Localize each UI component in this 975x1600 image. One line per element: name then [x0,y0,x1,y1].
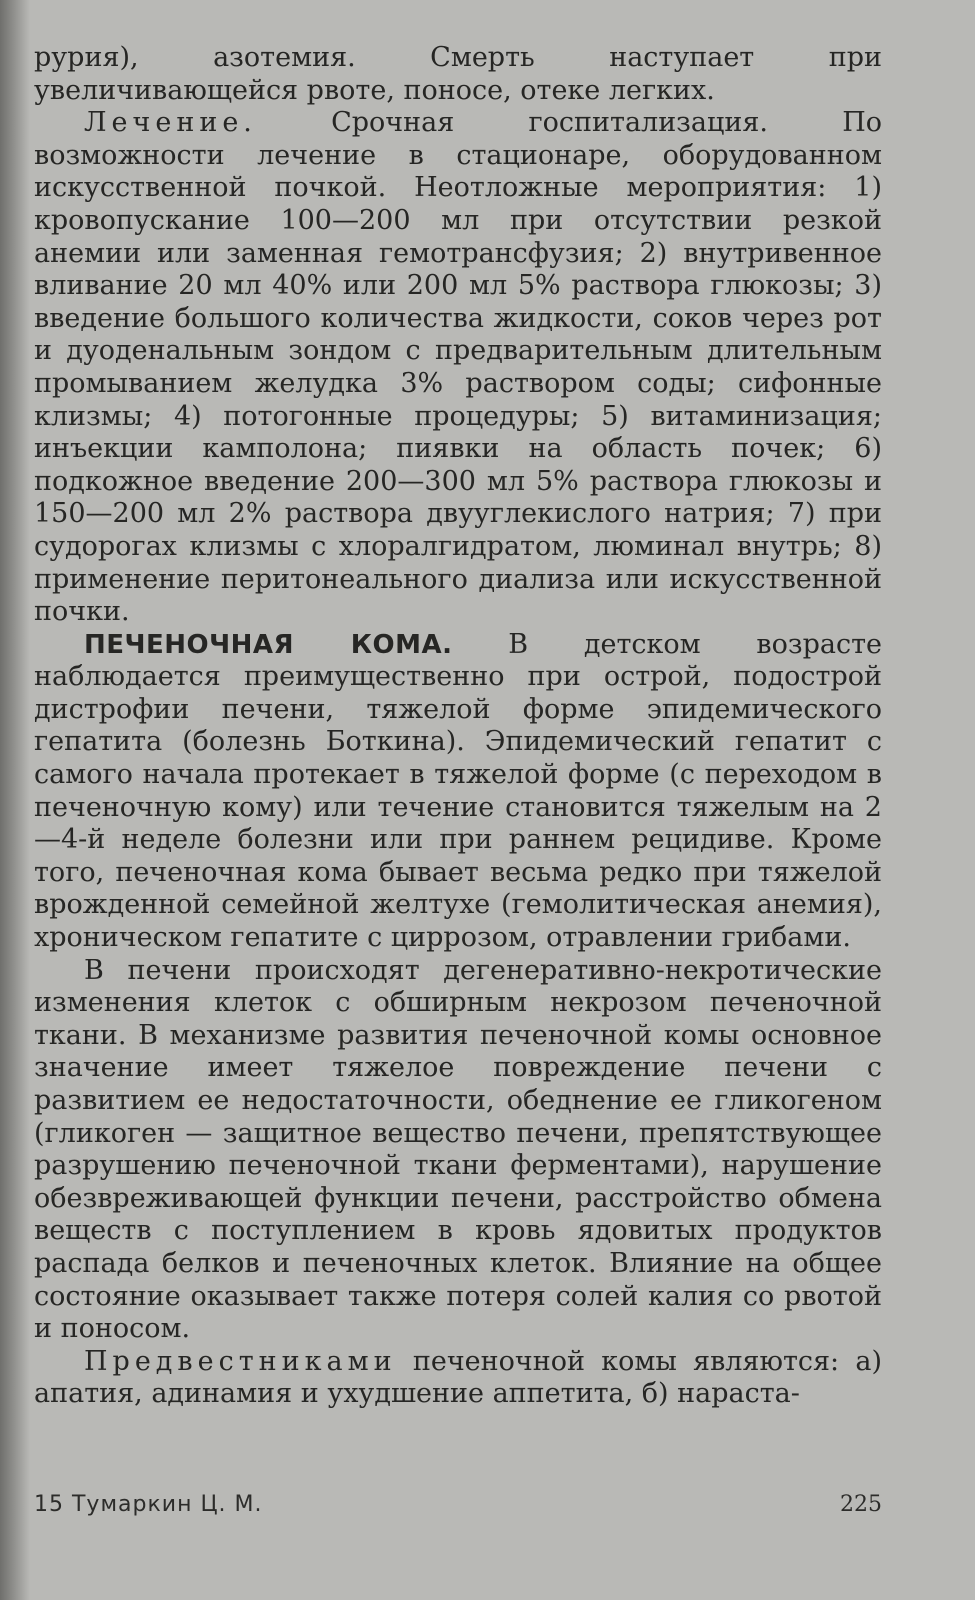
paragraph-text: В детском возрасте наблюдается преимущественно при острой, подострой дистрофии печени, тяжелой форме эпидемического гепатита (болезнь Боткина). Эпидемический гепатит с самого начала протекает в тяжелой форме (с переходом в печеночную кому) или течение становится тяжелым на 2—4-й неделе болезни или при раннем рецидиве. Кроме того, печеночная кома бывает весьма редко при тяжелой врожденной семейной желтухе (гемолитическая анемия), хроническом гепатите с циррозом, отравлении грибами. [34,628,882,954]
treatment-lead: Лечение. [84,107,257,139]
footer-author: 15 Тумаркин Ц. М. [34,1492,263,1517]
page-number: 225 [840,1492,882,1517]
paragraph-treatment [34,107,882,629]
paragraph-renal-continuation [34,42,882,107]
page-body [34,42,882,1411]
book-spine-shadow [0,0,30,1600]
paragraph-pathogenesis [34,955,882,1346]
section-heading-hepatic-coma: ПЕЧЕНОЧНАЯ КОМА. [84,629,453,660]
paragraph-text: рурия), азотемия. Смерть наступает при увеличивающейся рвоте, поносе, отеке легких. [34,42,882,106]
page-footer [34,1492,882,1517]
precursors-lead: Предвестниками [84,1345,397,1377]
paragraph-text: Срочная госпитализация. По возможности лечение в стационаре, оборудованном искусственной почкой. Неотложные мероприятия: 1) кровопускание 100—200 мл при отсутствии резкой анемии или заменная гемотрансфузия; 2) внутривенное вливание 20 мл 40% или 200 мл 5% раствора глюкозы; 3) введение большого количества жидкости, соков через рот и дуоденальным зондом с предварительным длительным промыванием желудка 3% раствором соды; сифонные клизмы; 4) потогонные процедуры; 5) витаминизация; инъекции камполона; пиявки на область почек; 6) подкожное введение 200—300 мл 5% раствора глюкозы и 150—200 мл 2% раствора двууглекислого натрия; 7) при судорогах клизмы с хлоралгидратом, люминал внутрь; 8) применение перитонеального диализа или искусственной почки. [34,107,882,628]
paragraph-text: печеночной комы являются: а) апатия, адинамия и ухудшение аппетита, б) нараста- [34,1345,882,1410]
paragraph-hepatic-coma [34,629,882,955]
paragraph-text: В печени происходят дегенеративно-некротические изменения клеток с обширным некрозом печеночной ткани. В механизме развития печеночной комы основное значение имеет тяжелое повреждение печени с развитием ее недостаточности, обеднение ее гликогеном (гликоген — защитное вещество печени, препятствующее разрушению печеночной ткани ферментами), нарушение обезвреживающей функции печени, расстройство обмена веществ с поступлением в кровь ядовитых продуктов распада белков и печеночных клеток. Влияние на общее состояние оказывает также потеря солей калия со рвотой и поносом. [34,954,882,1345]
paragraph-precursors [34,1346,882,1411]
